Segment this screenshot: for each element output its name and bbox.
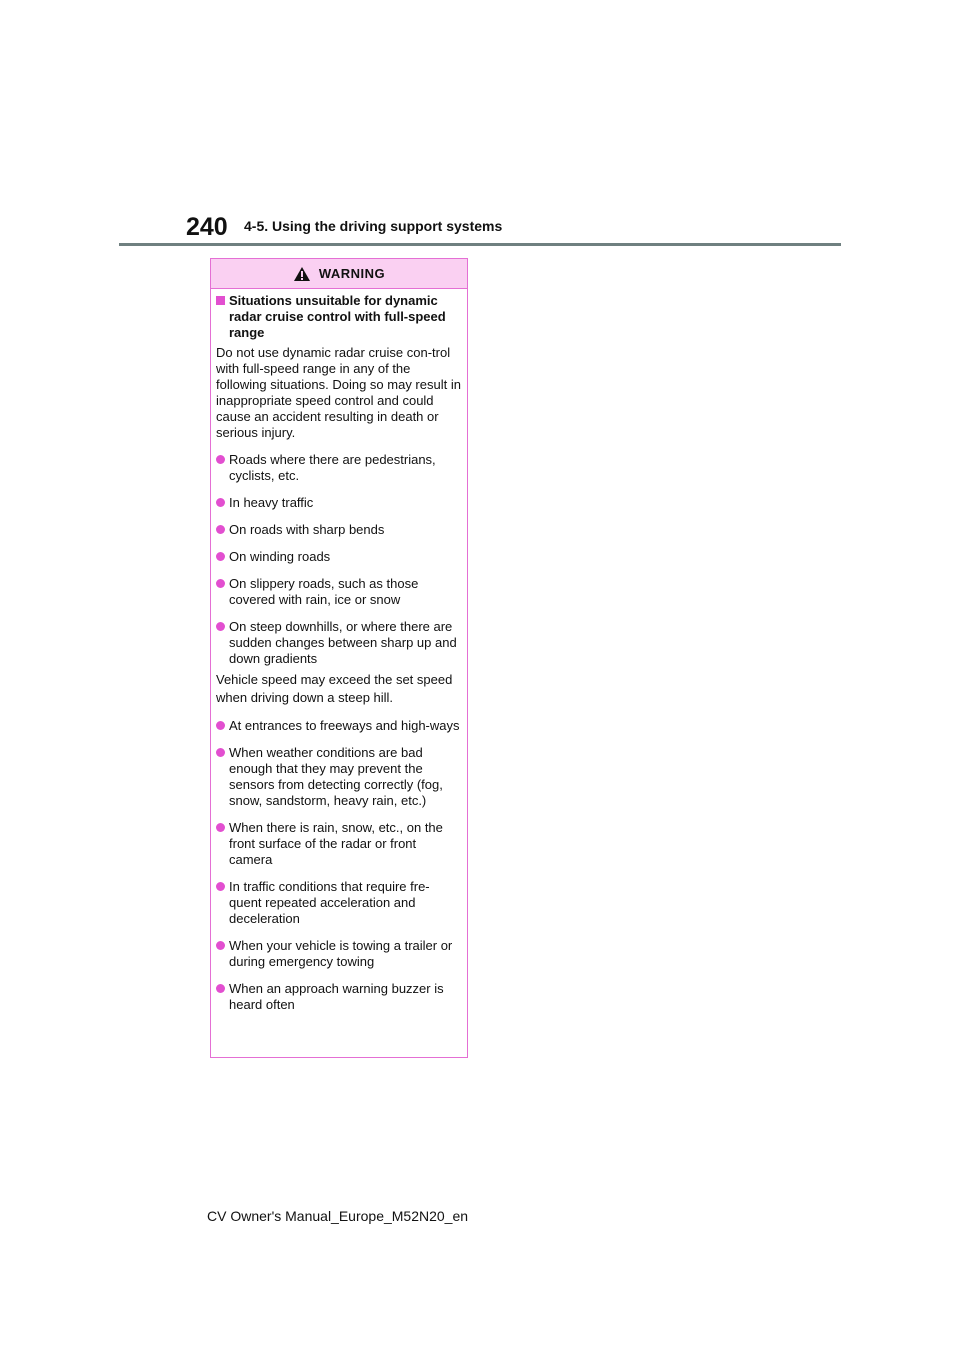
list-item-text: On winding roads (229, 549, 331, 564)
warning-triangle-icon (293, 266, 311, 282)
bullet-dot-icon (216, 984, 225, 993)
warning-intro: Do not use dynamic radar cruise con-trol with full-speed range in any of the following situations. Doing so may result in inappropriate speed control and could cause an accident resulting in death or serious injury. (216, 345, 461, 440)
bullet-dot-icon (216, 748, 225, 757)
list-item (216, 549, 461, 565)
warning-box (210, 258, 468, 1058)
bullet-dot-icon (216, 721, 225, 730)
list-item-text: On slippery roads, such as those covered with rain, ice or snow (229, 576, 419, 607)
list-item-text: When weather conditions are bad enough that they may prevent the sensors from detecting correctly (fog, snow, sandstorm, heavy rain, etc.) (229, 745, 443, 808)
bullet-dot-icon (216, 941, 225, 950)
list-item-text: On steep downhills, or where there are sudden changes between sharp up and down gradients (229, 619, 457, 666)
square-bullet-icon (216, 296, 225, 305)
bullet-dot-icon (216, 525, 225, 534)
header-rule (119, 243, 841, 246)
list-item-text: When there is rain, snow, etc., on the front surface of the radar or front camera (229, 820, 443, 867)
list-item-text: In heavy traffic (229, 495, 314, 510)
list-item (216, 820, 461, 868)
bullet-dot-icon (216, 552, 225, 561)
list-item-text: When your vehicle is towing a trailer or during emergency towing (229, 938, 453, 969)
bullet-dot-icon (216, 579, 225, 588)
list-item (216, 879, 461, 927)
list-item (216, 718, 461, 734)
warning-label: WARNING (318, 266, 386, 281)
bullet-dot-icon (216, 455, 225, 464)
warning-note: Vehicle speed may exceed the set speed when driving down a steep hill. (216, 672, 453, 705)
warning-body (211, 289, 467, 1013)
page-number: 240 (186, 213, 228, 241)
list-item (216, 938, 461, 970)
list-item (216, 745, 461, 809)
footer-text: CV Owner's Manual_Europe_M52N20_en (207, 1208, 469, 1224)
list-item (216, 981, 461, 1013)
list-item-text: On roads with sharp bends (229, 522, 385, 537)
list-item (216, 495, 461, 511)
list-item-text: At entrances to freeways and high-ways (229, 718, 460, 733)
warning-heading-text: Situations unsuitable for dynamic radar cruise control with full-speed range (229, 293, 446, 340)
warning-heading (216, 293, 461, 341)
bullet-dot-icon (216, 622, 225, 631)
warning-header (211, 259, 467, 289)
list-item (216, 619, 461, 667)
list-item (216, 452, 461, 484)
list-item (216, 522, 461, 538)
list-item-text: When an approach warning buzzer is heard often (229, 981, 444, 1012)
list-item-text: In traffic conditions that require fre-quent repeated acceleration and deceleration (229, 879, 430, 926)
section-title: 4-5. Using the driving support systems (244, 218, 503, 234)
bullet-dot-icon (216, 882, 225, 891)
list-item (216, 576, 461, 608)
list-item-text: Roads where there are pedestrians, cyclists, etc. (229, 452, 436, 483)
bullet-dot-icon (216, 823, 225, 832)
bullet-dot-icon (216, 498, 225, 507)
